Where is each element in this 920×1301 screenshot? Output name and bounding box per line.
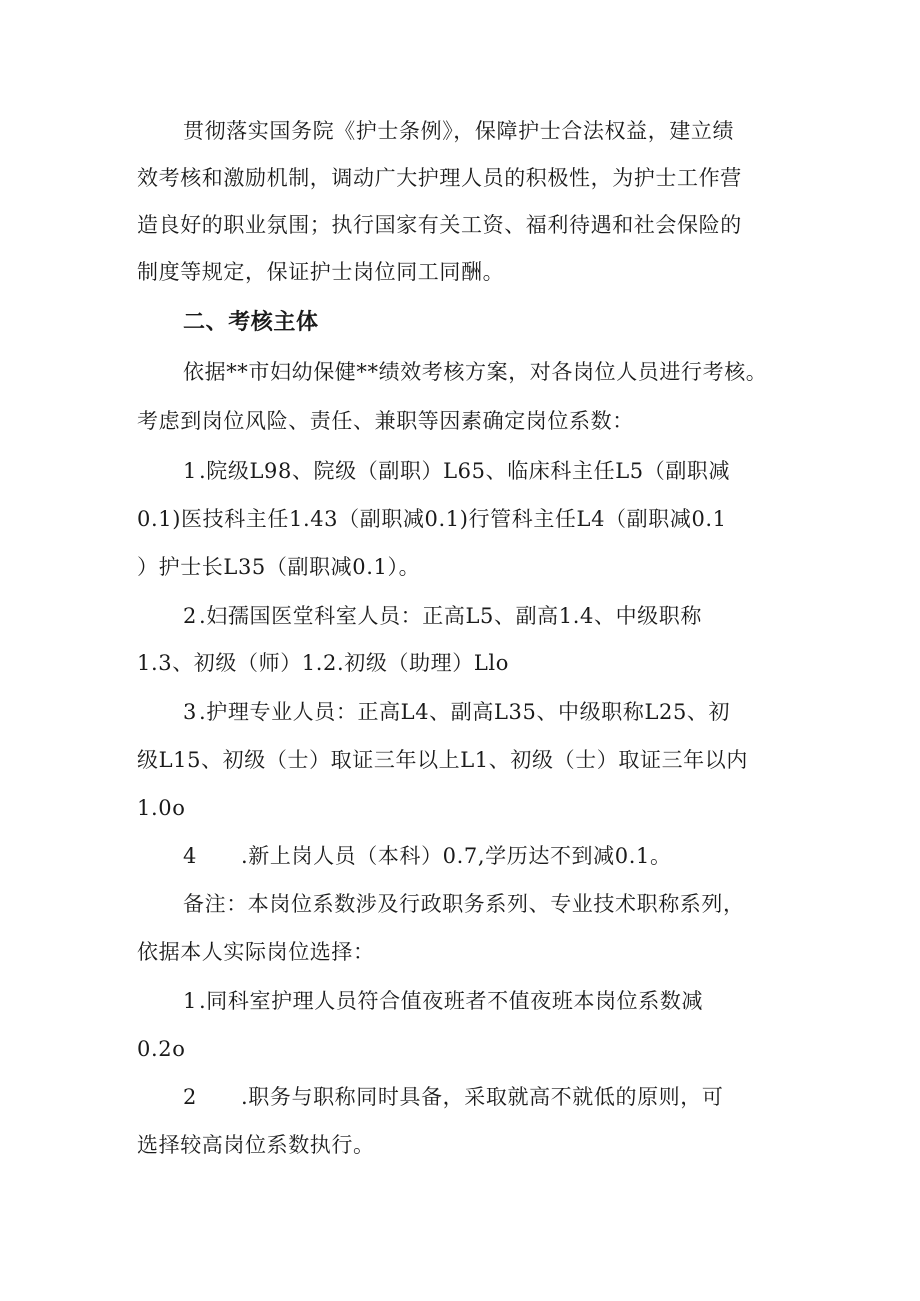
list-item-number: 3 xyxy=(183,700,197,724)
list-item-number: 2 xyxy=(183,604,197,628)
note-line: 依据本人实际岗位选择： xyxy=(137,940,375,964)
list-item xyxy=(183,841,672,871)
list-item-continuation: 1.0o xyxy=(137,796,186,820)
paragraph-line: 贯彻落实国务院《护士条例》，保障护士合法权益，建立绩 xyxy=(183,119,735,143)
list-item xyxy=(183,697,730,727)
note-item xyxy=(183,986,703,1016)
paragraph-line: 依据**市妇幼保健**绩效考核方案，对各岗位人员进行考核。 xyxy=(183,360,768,384)
note-item-continuation: 选择较高岗位系数执行。 xyxy=(137,1133,375,1157)
note-item-text: .职务与职称同时具备，采取就高不就低的原则，可 xyxy=(241,1085,724,1109)
list-item xyxy=(183,456,730,486)
list-item-continuation: ）护士长L35（副职减0.1）。 xyxy=(137,555,421,579)
list-item-continuation: 1.3、初级（师）1.2.初级（助理）Llo xyxy=(137,651,509,675)
note-item-number: 2 xyxy=(183,1085,197,1109)
list-item xyxy=(183,601,702,631)
note-item-continuation: 0.2o xyxy=(137,1037,186,1061)
note-line: 备注：本岗位系数涉及行政职务系列、专业技术职称系列， xyxy=(183,892,745,916)
note-item-text: .同科室护理人员符合值夜班者不值夜班本岗位系数减 xyxy=(199,989,704,1013)
paragraph-line: 造良好的职业氛围；执行国家有关工资、福利待遇和社会保险的 xyxy=(137,213,742,237)
list-item-text: .护理专业人员：正高L4、副高L35、中级职称L25、初 xyxy=(199,700,731,724)
list-item-text: .妇孺国医堂科室人员：正高L5、副高1.4、中级职称 xyxy=(199,604,702,628)
section-heading: 二、考核主体 xyxy=(183,310,319,335)
list-item-continuation: 级L15、初级（士）取证三年以上L1、初级（士）取证三年以内 xyxy=(137,748,748,772)
note-item xyxy=(183,1082,723,1112)
list-item-text: .新上岗人员（本科）0.7,学历达不到减0.1。 xyxy=(241,844,672,868)
paragraph-line: 考虑到岗位风险、责任、兼职等因素确定岗位系数： xyxy=(137,409,634,433)
list-item-number: 1 xyxy=(183,459,197,483)
note-item-number: 1 xyxy=(183,989,197,1013)
list-item-number: 4 xyxy=(183,844,197,868)
paragraph-line: 效考核和激励机制，调动广大护理人员的积极性，为护士工作营 xyxy=(137,166,742,190)
paragraph-line: 制度等规定，保证护士岗位同工同酬。 xyxy=(137,260,505,284)
list-item-text: .院级L98、院级（副职）L65、临床科主任L5（副职减 xyxy=(199,459,731,483)
list-item-continuation: 0.1)医技科主任1.43（副职减0.1)行管科主任L4（副职减0.1 xyxy=(137,507,727,531)
